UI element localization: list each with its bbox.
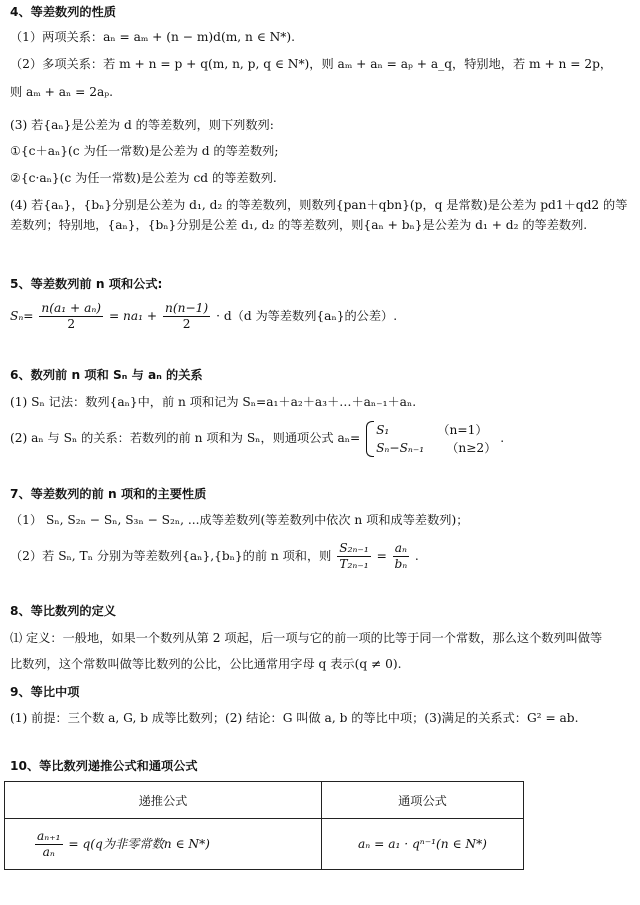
ratio-equals: = bbox=[376, 549, 387, 563]
header-recursive-formula: 递推公式 bbox=[5, 782, 322, 819]
recursive-tail: = q(q为非零常数n ∈ N*) bbox=[68, 836, 210, 851]
section-4-item-1: （1）两项关系：aₙ = aₘ + (n − m)d(m, n ∈ N*). bbox=[10, 30, 296, 44]
fraction-2 bbox=[163, 301, 210, 332]
table-header-row bbox=[5, 782, 524, 819]
section-4-item-3-sub-1: ①{c＋aₙ}(c 为任一常数)是公差为 d 的等差数列; bbox=[10, 144, 279, 158]
piecewise-row-1 bbox=[376, 421, 496, 439]
section-5-title: 5、等差数列前 n 项和公式: bbox=[10, 277, 163, 291]
ratio-fraction-right bbox=[393, 541, 409, 572]
section-6-item-2-text: (2) aₙ 与 Sₙ 的关系：若数列的前 n 项和为 Sₙ，则通项公式 aₙ= bbox=[10, 431, 361, 445]
section-10-title: 10、等比数列递推公式和通项公式 bbox=[10, 759, 198, 773]
section-9-title: 9、等比中项 bbox=[10, 685, 80, 699]
ratio-right-denominator: bₙ bbox=[394, 557, 408, 571]
section-6-item-1: (1) Sₙ 记法：数列{aₙ}中，前 n 项和记为 Sₙ=a₁＋a₂＋a₃＋…＋aₙ₋₁＋aₙ. bbox=[10, 395, 417, 409]
ratio-left-denominator: T₂ₙ₋₁ bbox=[339, 557, 369, 571]
fraction-2-numerator: n(n−1) bbox=[165, 301, 209, 315]
section-9-item: (1) 前提：三个数 a, G, b 成等比数列；(2) 结论：G 叫做 a, b 的等比中项；(3)满足的关系式：G² = ab. bbox=[10, 711, 579, 725]
header-general-formula: 通项公式 bbox=[321, 782, 523, 819]
piecewise-formula bbox=[366, 421, 496, 457]
case-1-condition: （n=1） bbox=[437, 422, 488, 437]
sum-tail: · d（d 为等差数列{aₙ}的公差）. bbox=[216, 309, 398, 323]
section-4-title: 4、等差数列的性质 bbox=[10, 5, 116, 19]
case-2-value: Sₙ−Sₙ₋₁ bbox=[376, 440, 425, 455]
sum-middle: = na₁ + bbox=[108, 309, 158, 323]
fraction-1-numerator: n(a₁ + aₙ) bbox=[41, 301, 102, 315]
recursive-denominator: aₙ bbox=[42, 844, 55, 859]
table-row bbox=[5, 819, 524, 870]
section-8-definition-line-1: ⑴ 定义：一般地，如果一个数列从第 2 项起，后一项与它的前一项的比等于同一个常数，那么这个数列叫做等 bbox=[10, 631, 603, 645]
sum-lhs: Sₙ= bbox=[10, 309, 34, 323]
general-formula: aₙ = a₁ · qⁿ⁻¹(n ∈ N*) bbox=[358, 837, 487, 851]
case-2-condition: （n≥2） bbox=[446, 440, 497, 455]
sum-formula bbox=[10, 300, 634, 332]
section-4-item-4: (4) 若{aₙ}，{bₙ}分别是公差为 d₁, d₂ 的等差数列，则数列{pan＋qbn}(p，q 是常数)是公差为 pd1＋qd2 的等差数列；特别地，{aₙ}，{bₙ}分别是公差 d₁, d₂ 的等差数列，则{aₙ + bₙ}是公差为 d₁ + d₂ 的等差数列. bbox=[10, 198, 628, 232]
piecewise-row-2 bbox=[376, 439, 496, 457]
case-1-value: S₁ bbox=[376, 422, 390, 437]
section-7-item-2 bbox=[10, 538, 634, 574]
section-7-item-2-text: （2）若 Sₙ, Tₙ 分别为等差数列{aₙ},{bₙ}的前 n 项和，则 bbox=[10, 549, 332, 563]
ratio-right-numerator: aₙ bbox=[394, 541, 407, 555]
section-8-title: 8、等比数列的定义 bbox=[10, 604, 116, 618]
fraction-1 bbox=[39, 301, 103, 332]
ratio-left-numerator: S₂ₙ₋₁ bbox=[339, 541, 369, 555]
section-7-item-1: （1） Sₙ, S₂ₙ − Sₙ, S₃ₙ − S₂ₙ, ...成等差数列(等差数列中依次 n 项和成等差数列)； bbox=[10, 513, 469, 527]
section-4-item-2-line-1: （2）多项关系：若 m + n = p + q(m, n, p, q ∈ N*)，则 aₘ + aₙ = aₚ + a_q，特别地，若 m + n = 2p， bbox=[10, 57, 613, 71]
section-7-item-2-end: . bbox=[414, 549, 419, 563]
recursive-formula-cell bbox=[5, 819, 322, 870]
section-8-definition-line-2: 比数列，这个常数叫做等比数列的公比，公比通常用字母 q 表示(q ≠ 0). bbox=[10, 657, 402, 671]
fraction-2-denominator: 2 bbox=[182, 317, 191, 331]
recursive-numerator: aₙ₊₁ bbox=[37, 828, 61, 843]
section-4-item-3: (3) 若{aₙ}是公差为 d 的等差数列，则下列数列: bbox=[10, 118, 274, 132]
recursive-fraction bbox=[35, 829, 63, 860]
ratio-fraction-left bbox=[337, 541, 371, 572]
section-6-item-2-end: . bbox=[500, 431, 505, 445]
section-6-item-2 bbox=[10, 418, 634, 458]
section-4-item-3-sub-2: ②{c·aₙ}(c 为任一常数)是公差为 cd 的等差数列. bbox=[10, 171, 277, 185]
fraction-1-denominator: 2 bbox=[67, 317, 76, 331]
section-7-title: 7、等差数列的前 n 项和的主要性质 bbox=[10, 487, 207, 501]
left-brace bbox=[366, 421, 374, 457]
formula-table bbox=[4, 781, 524, 870]
general-formula-cell bbox=[321, 819, 523, 870]
section-6-title: 6、数列前 n 项和 Sₙ 与 aₙ 的关系 bbox=[10, 368, 203, 382]
section-4-item-2-line-2: 则 aₘ + aₙ = 2aₚ. bbox=[10, 85, 114, 99]
